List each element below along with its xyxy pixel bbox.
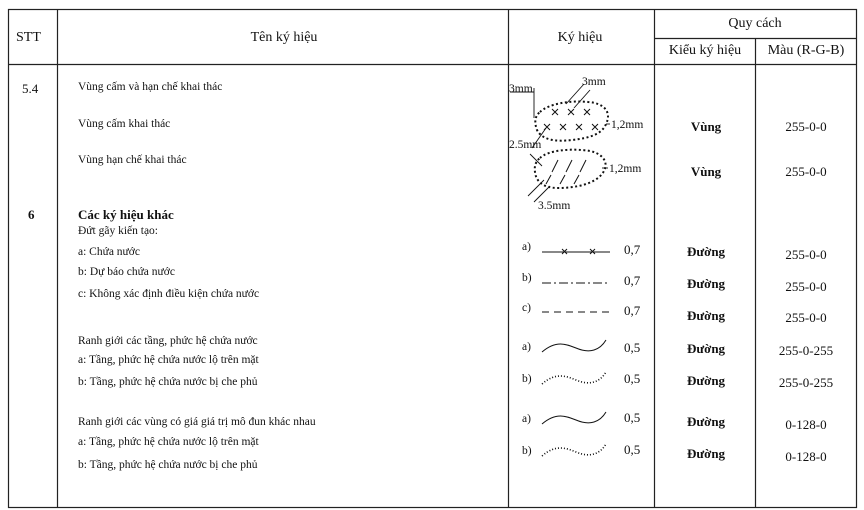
line-width: 0,7 [624,303,641,318]
kieu-value: Đường [686,341,726,356]
stt-6: 6 [28,207,35,222]
kieu-value: Đường [686,308,726,323]
line-width: 0,5 [624,442,641,457]
row-name: b: Dự báo chứa nước [78,266,175,278]
header-ky-hieu: Ký hiệu [557,30,603,45]
row-name: a: Tầng, phức hệ chứa nước lộ trên mặt [78,354,259,366]
dim-label: 1,2mm [611,119,644,131]
line-width: 0,5 [624,410,641,425]
dim-label: 3mm [582,76,606,88]
row-name: Vùng hạn chế khai thác [78,154,187,166]
line-width: 0,5 [624,340,641,355]
mau-value: 0-128-0 [785,449,827,464]
row-name-section: Các ký hiệu khác [78,207,174,222]
mau-value: 255-0-0 [785,279,827,294]
row-name: Ranh giới các vùng có giá giá trị mô đun khác nhau [78,416,316,428]
kieu-value: Vùng [690,164,722,179]
header-quy-cach: Quy cách [728,16,782,31]
modulus-covered-boundary [542,444,606,456]
header-stt: STT [16,30,41,45]
kieu-value: Đường [686,414,726,429]
symbol-code: a) [522,341,531,353]
row-name: b: Tầng, phức hệ chứa nước bị che phủ [78,459,258,471]
kieu-value: Đường [686,276,726,291]
dim-label: 3.5mm [538,200,571,212]
mau-value: 0-128-0 [785,417,827,432]
dim-label: 3mm [509,83,533,95]
mau-value: 255-0-0 [785,119,827,134]
symbol-code: a) [522,413,531,425]
dim-label: 2.5mm [509,139,542,151]
symbol-code: b) [522,373,532,385]
mau-value: 255-0-255 [778,343,834,358]
row-name: a: Tầng, phức hệ chứa nước lộ trên mặt [78,436,259,448]
dim-label: 1,2mm [609,163,642,175]
line-width: 0,7 [624,273,641,288]
header-mau: Màu (R-G-B) [767,43,845,58]
row-name: Đứt gãy kiến tạo: [78,225,159,237]
mau-value: 255-0-0 [785,164,827,179]
mau-value: 255-0-255 [778,375,834,390]
header-kieu-ky-hieu: Kiểu ký hiệu [668,43,742,58]
symbol-code: b) [522,445,532,457]
symbol-code: b) [522,272,532,284]
mau-value: 255-0-0 [785,310,827,325]
aquifer-covered-boundary [542,372,606,384]
row-name: Vùng cấm và hạn chế khai thác [78,81,223,93]
kieu-value: Đường [686,446,726,461]
row-name: Vùng cấm khai thác [78,118,171,130]
line-width: 0,5 [624,371,641,386]
kieu-value: Đường [686,244,726,259]
kieu-value: Vùng [690,119,722,134]
header-ten-ky-hieu: Tên ký hiệu [250,30,318,45]
row-name: c: Không xác định điều kiện chứa nước [78,288,260,300]
line-width: 0,7 [624,242,641,257]
row-name: Ranh giới các tầng, phức hệ chứa nước [78,335,258,347]
aquifer-exposed-boundary [542,340,606,352]
symbol-code: a) [522,241,531,253]
row-name: a: Chứa nước [78,246,140,258]
row-name: b: Tầng, phức hệ chứa nước bị che phủ [78,376,258,388]
mau-value: 255-0-0 [785,247,827,262]
symbol-code: c) [522,302,531,314]
kieu-value: Đường [686,373,726,388]
stt-5-4: 5.4 [22,81,39,96]
modulus-exposed-boundary [542,412,606,424]
